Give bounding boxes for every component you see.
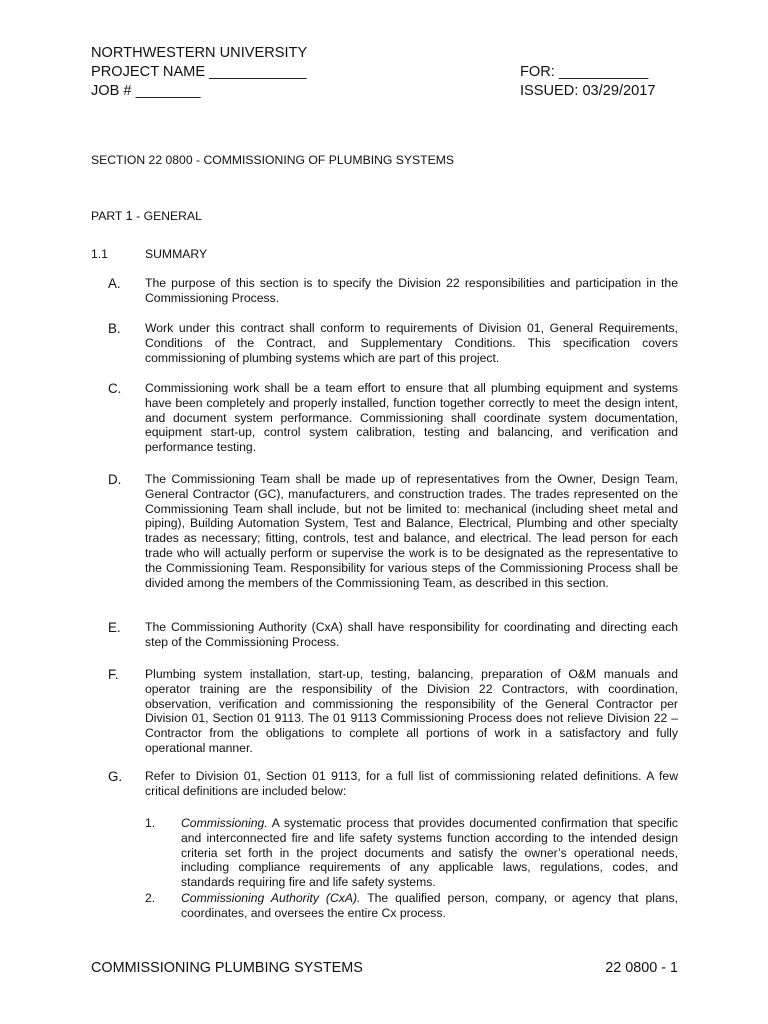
definition-text [181, 891, 678, 921]
definition-term: Commissioning. [181, 816, 268, 830]
section-title: SECTION 22 0800 - COMMISSIONING OF PLUMBING SYSTEMS [91, 153, 454, 167]
footer-title: COMMISSIONING PLUMBING SYSTEMS [91, 960, 363, 976]
document-footer [91, 960, 678, 976]
paragraph-text: Work under this contract shall conform to requirements of Division 01, General Requirements, Conditions of the Contract, and Supplementary Conditions. This specification covers commissioning of plumbing systems which are part of this project. [145, 321, 678, 365]
paragraph-letter: D. [108, 472, 122, 487]
page-number: 22 0800 - 1 [605, 960, 678, 976]
summary-heading [91, 247, 207, 261]
job-number: JOB # ________ [91, 83, 201, 99]
paragraph-text: Plumbing system installation, start-up, testing, balancing, preparation of O&M manuals and operator training are the responsibility of the Division 22 Contractors, with coordination, observation, verification and commissioning the responsibility of the General Contractor per Division 01, Section 01 9113. The 01 9113 Commissioning Process does not relieve Division 22 – Contractor from the obligations to complete all portions of work in a satisfactory and fully operational manner. [145, 667, 678, 755]
part-number: 1 [125, 208, 133, 223]
part-name: - GENERAL [132, 209, 202, 223]
definition-number: 2. [145, 891, 156, 905]
definition-number: 1. [145, 816, 156, 830]
project-name: PROJECT NAME ____________ [91, 64, 307, 80]
definition-body: The qualified person, company, or agency that plans, coordinates, and oversees the entire Cx process. [181, 891, 679, 920]
paragraph-letter: B. [108, 321, 121, 336]
paragraph-letter: F. [108, 667, 119, 682]
paragraph-text: The Commissioning Authority (CxA) shall have responsibility for coordinating and directing each step of the Commissioning Process. [145, 620, 678, 649]
summary-number: 1.1 [91, 247, 108, 261]
paragraph-letter: E. [108, 620, 121, 635]
summary-title: SUMMARY [145, 247, 208, 261]
paragraph-text: The purpose of this section is to specify the Division 22 responsibilities and participation in the Commissioning Process. [145, 276, 678, 305]
part-title [91, 208, 202, 223]
definition-body: A systematic process that provides documented confirmation that specific and interconnected fire and life safety systems function according to the intended design criteria set forth in the project documents and satisfy the owner’s operational needs, including compliance requirements of any applicable laws, regulations, codes, and standards requiring fire and life safety systems. [181, 816, 678, 890]
paragraph-text: Refer to Division 01, Section 01 9113, for a full list of commissioning related definitions. A few critical definitions are included below: [145, 769, 678, 798]
definition-text [181, 816, 678, 890]
paragraph-letter: G. [108, 769, 123, 784]
issued-date: ISSUED: 03/29/2017 [520, 83, 656, 99]
org-name: NORTHWESTERN UNIVERSITY [91, 45, 308, 61]
paragraph-text: The Commissioning Team shall be made up of representatives from the Owner, Design Team, General Contractor (GC), manufacturers, and construction trades. The trades represented on the Commissioning Team shall include, but not be limited to: mechanical (including sheet metal and piping), Building Automation System, Test and Balance, Electrical, Plumbing and other specialty trades as necessary; fitting, controls, test and balance, and electrical. The lead person for each trade who will actually perform or supervise the work is to be designated as the representative to the Commissioning Team. Responsibility for various steps of the Commissioning Process shall be divided among the members of the Commissioning Team, as described in this section. [145, 472, 678, 590]
document-header [91, 44, 671, 101]
definition-term: Commissioning Authority (CxA). [181, 891, 361, 905]
part-label: PART [91, 209, 126, 223]
for-field: FOR: ___________ [520, 64, 649, 80]
paragraph-text: Commissioning work shall be a team effort to ensure that all plumbing equipment and systems have been completely and properly installed, function together correctly to meet the design intent, and document system performance. Commissioning shall coordinate system documentation, equipment start-up, control system calibration, testing and balancing, and verification and performance testing. [145, 381, 678, 455]
paragraph-letter: A. [108, 276, 121, 291]
paragraph-letter: C. [108, 381, 122, 396]
